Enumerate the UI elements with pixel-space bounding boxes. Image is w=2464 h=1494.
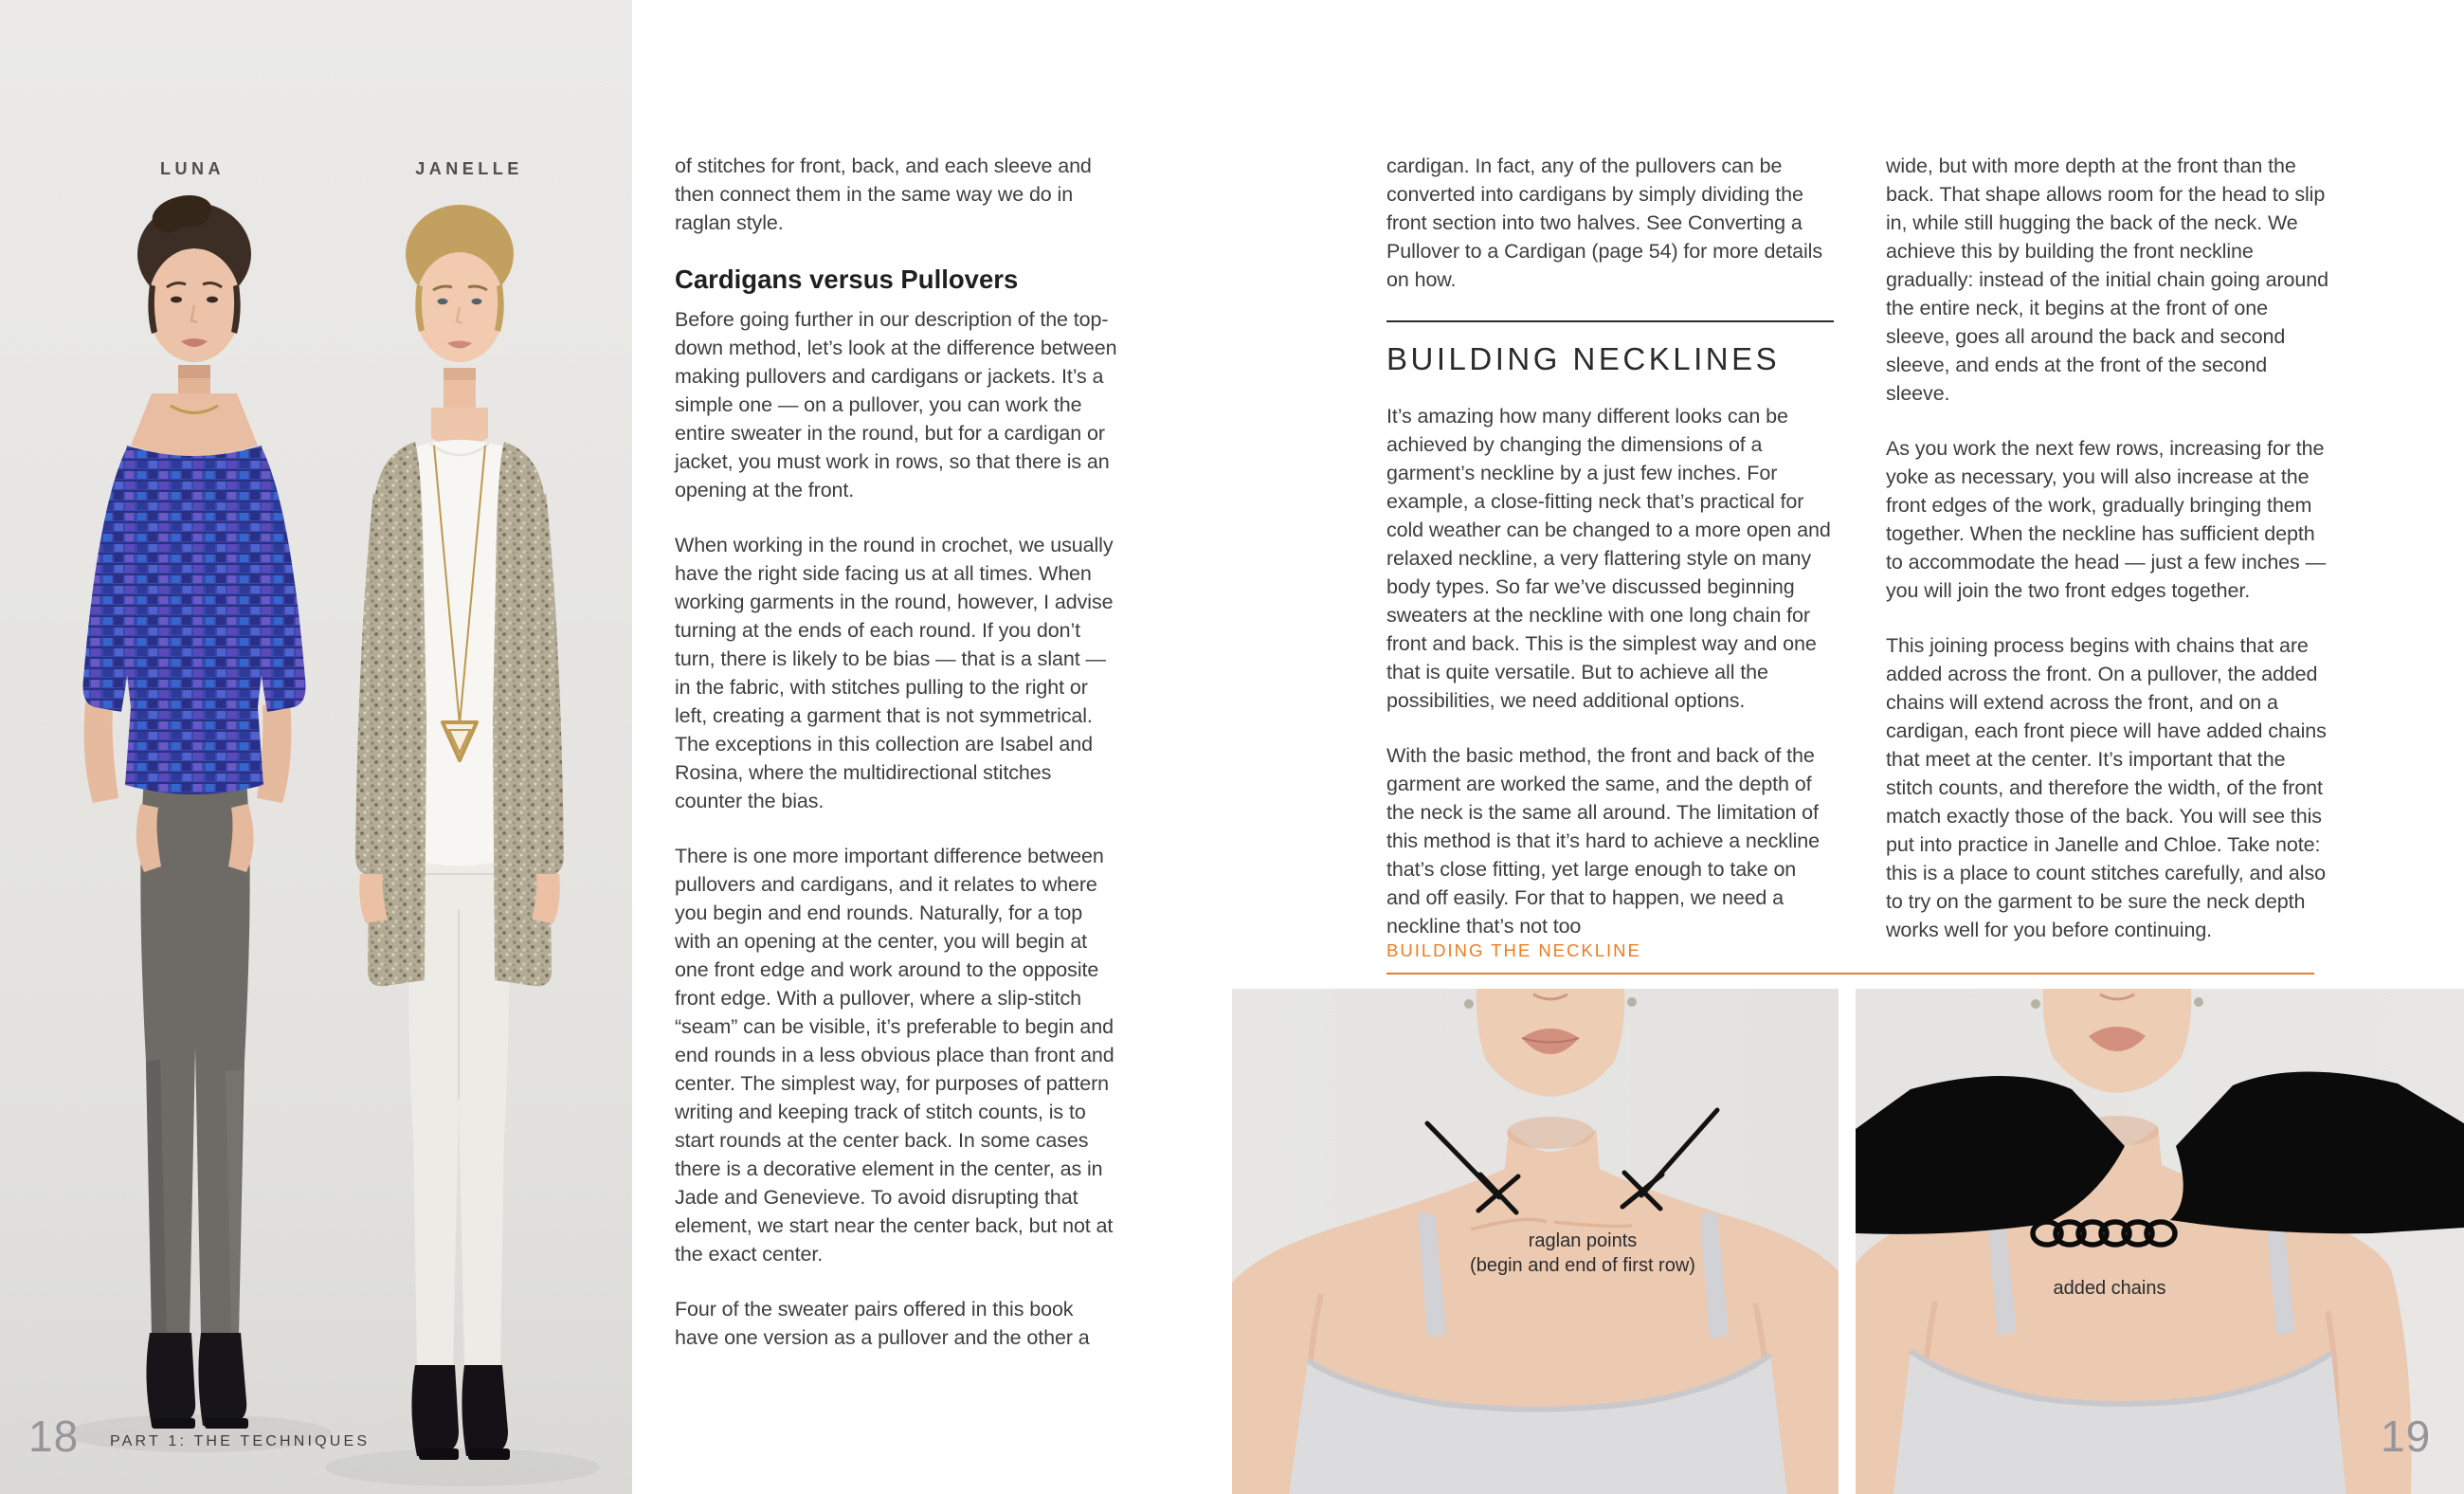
paragraph: It’s amazing how many different looks can be achieved by changing the dimensions of a garment’s neckline by a just few inches. For example, a close-fitting neck that’s practical for cold weather can be changed to a more open and relaxed neckline, a very flattering style on many body types. So far we’ve discussed beginning sweaters at the neckline with one long chain for front and back. This is the simplest way and one that is quite versatile. But to achieve all the possibilities, we need additional options.	[1386, 405, 1831, 712]
added-chains-illustration	[1856, 989, 2464, 1494]
left-page-column	[675, 152, 1122, 1378]
chest-skin	[131, 393, 258, 456]
models-illustration	[0, 0, 632, 1494]
caption-raglan-points-sub: (begin and end of first row)	[1470, 1255, 1695, 1276]
paragraph: As you work the next few rows, increasing for the yoke as necessary, you will also increase at the front edges of the work, gradually bringing them together. When the neckline has sufficient depth to accommodate the head — just a few inches — you will join the two front edges together.	[1886, 437, 2326, 602]
earring	[1464, 999, 1474, 1009]
raglan-points-illustration	[1232, 989, 1839, 1494]
heading-building-necklines: BUILDING NECKLINES	[1386, 341, 1781, 376]
photo-added-chains	[1856, 989, 2464, 1494]
section-label-building-the-neckline: BUILDING THE NECKLINE	[1386, 940, 1641, 960]
paragraph: Four of the sweater pairs offered in this book have one version as a pullover and the other a	[675, 1298, 1090, 1349]
earring	[1627, 997, 1637, 1007]
photo-raglan-points	[1232, 989, 1839, 1494]
paragraph: There is one more important difference between pullovers and cardigans, and it relates to where you begin and end rounds. Naturally, for a top with an opening at the center, you will begin at one front edge and work around to the opposite front edge. With a pullover, where a slip-stitch “seam” can be visible, it’s preferable to begin and end rounds in a less obvious place than front and center. The simplest way, for purposes of pattern writing and keeping track of stitch counts, is to start rounds at the center back. In some cases there is a decorative element in the center, as in Jade and Genevieve. To avoid disrupting that element, we start near the center back, but not at the exact center.	[675, 845, 1114, 1266]
earring	[2194, 997, 2203, 1007]
paragraph: of stitches for front, back, and each sleeve and then connect them in the same way we do in raglan style.	[675, 155, 1092, 234]
caption-raglan-points: raglan points	[1528, 1230, 1638, 1251]
right-page-column-2	[1886, 152, 2333, 971]
model-label-janelle: JANELLE	[415, 159, 523, 178]
earring	[2031, 999, 2040, 1009]
model-label-luna: LUNA	[160, 159, 225, 178]
paragraph: wide, but with more depth at the front than the back. That shape allows room for the head to slip in, while still hugging the back of the neck. We achieve this by building the front neckline gradually: instead of the initial chain going around the entire neck, it begins at the front of one sleeve, goes all around the back and second sleeve, and ends at the front of the second sleeve.	[1886, 155, 2328, 405]
paragraph: Before going further in our description of the top-down method, let’s look at the difference between making pullovers and cardigans or jackets. It’s a simple one — on a pullover, you can work the entire sweater in the round, but for a cardigan or jacket, you must work in rows, so that there is an opening at the front.	[675, 308, 1117, 501]
paragraph: cardigan. In fact, any of the pullovers can be converted into cardigans by simply dividing the front section into two halves. See Converting a Pullover to a Cardigan (page 54) for more details on how.	[1386, 155, 1822, 291]
page-number-right: 19	[2381, 1412, 2432, 1461]
section-rule	[1386, 320, 1834, 322]
blue-pullover	[114, 446, 275, 794]
paragraph: This joining process begins with chains that are added across the front. On a pullover, the added chains will extend across the front, and on a cardigan, each front piece will have added chains that meet at the center. It’s important that the stitch counts, and therefore the width, of the front match exactly those of the back. You will see this put into practice in Janelle and Chloe. Take note: this is a place to count stitches carefully, and also to try on the garment to be sure the neck depth works well for you before continuing.	[1886, 634, 2327, 941]
paragraph: When working in the round in crochet, we usually have the right side facing us at all times. When working garments in the round, however, I advise turning at the ends of each round. If you don’t turn, there is likely to be bias — that is a slant — in the fabric, with stitches pulling to the right or left, creating a garment that is not symmetrical. The exceptions in this collection are Isabel and Rosina, where the multidirectional stitches counter the bias.	[675, 534, 1114, 812]
floor-shadow	[325, 1448, 600, 1486]
running-footer: PART 1: THE TECHNIQUES	[110, 1433, 371, 1449]
right-page-column-1	[1386, 152, 1834, 967]
paragraph: With the basic method, the front and back of the garment are worked the same, and the depth of the neck is the same all around. The limitation of this method is that it’s hard to achieve a neckline that’s close fitting, yet large enough to take on and off easily. For that to happen, we need a neckline that’s not too	[1386, 744, 1821, 938]
subheading-cardigans-vs-pullovers: Cardigans versus Pullovers	[675, 264, 1019, 294]
orange-rule	[1386, 973, 2314, 975]
caption-added-chains: added chains	[2053, 1278, 2166, 1299]
page-number-left: 18	[28, 1412, 80, 1461]
photo-models	[0, 0, 632, 1494]
